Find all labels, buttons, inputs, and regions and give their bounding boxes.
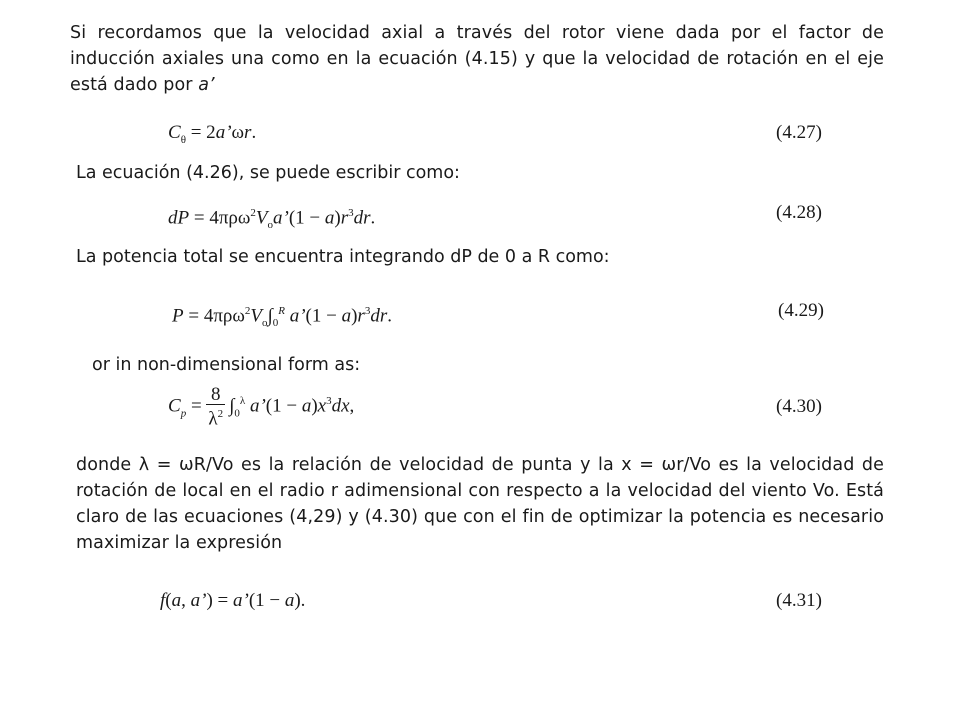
equation-4-27: $C_\theta$ = 2a’ωr.: [168, 122, 257, 146]
equation-4-30: $C_p$ = $\frac{8}{\lambda^2}$ $\int_0^\lambda$ a’(1 − $a)x^3dx$,: [168, 384, 355, 430]
intro-variable: a’: [198, 75, 215, 95]
equation-4-28: dP = $4\pi\rho\omega^2V_oa’(1 - a)r^3dr$.: [168, 207, 376, 232]
intro-paragraph: [70, 20, 884, 98]
label-non-dimensional: or in non-dimensional form as:: [92, 355, 361, 375]
equation-4-29: $P = 4\pi\rho\omega^2V_o\int_0^R$ a’(1 − $a)r^3dr$.: [172, 305, 392, 330]
label-equation-4-26: La ecuación (4.26), se puede escribir como:: [76, 163, 460, 183]
equation-4-31: f(a, a’) = a’(1 − a).: [160, 590, 306, 611]
equation-number-4-29: (4.29): [778, 300, 824, 321]
intro-text: Si recordamos que la velocidad axial a través del rotor viene dada por el factor de inducción axiales una como en la ecuación (4.15) y que la velocidad de rotación en el eje está dado por: [70, 23, 884, 95]
equation-number-4-28: (4.28): [776, 202, 822, 223]
label-total-power: La potencia total se encuentra integrando dP de 0 a R como:: [76, 247, 610, 267]
equation-number-4-30: (4.30): [776, 396, 822, 417]
explanation-paragraph: donde λ = ωR/Vo es la relación de velocidad de punta y la x = ωr/Vo es la velocidad de rotación de local en el radio r adimensional con respecto a la velocidad del viento Vo. Está claro de las ecuaciones (4,29) y (4.30) que con el fin de optimizar la potencia es necesario maximizar la expresión: [76, 455, 884, 553]
equation-number-4-27: (4.27): [776, 122, 822, 143]
equation-number-4-31: (4.31): [776, 590, 822, 611]
